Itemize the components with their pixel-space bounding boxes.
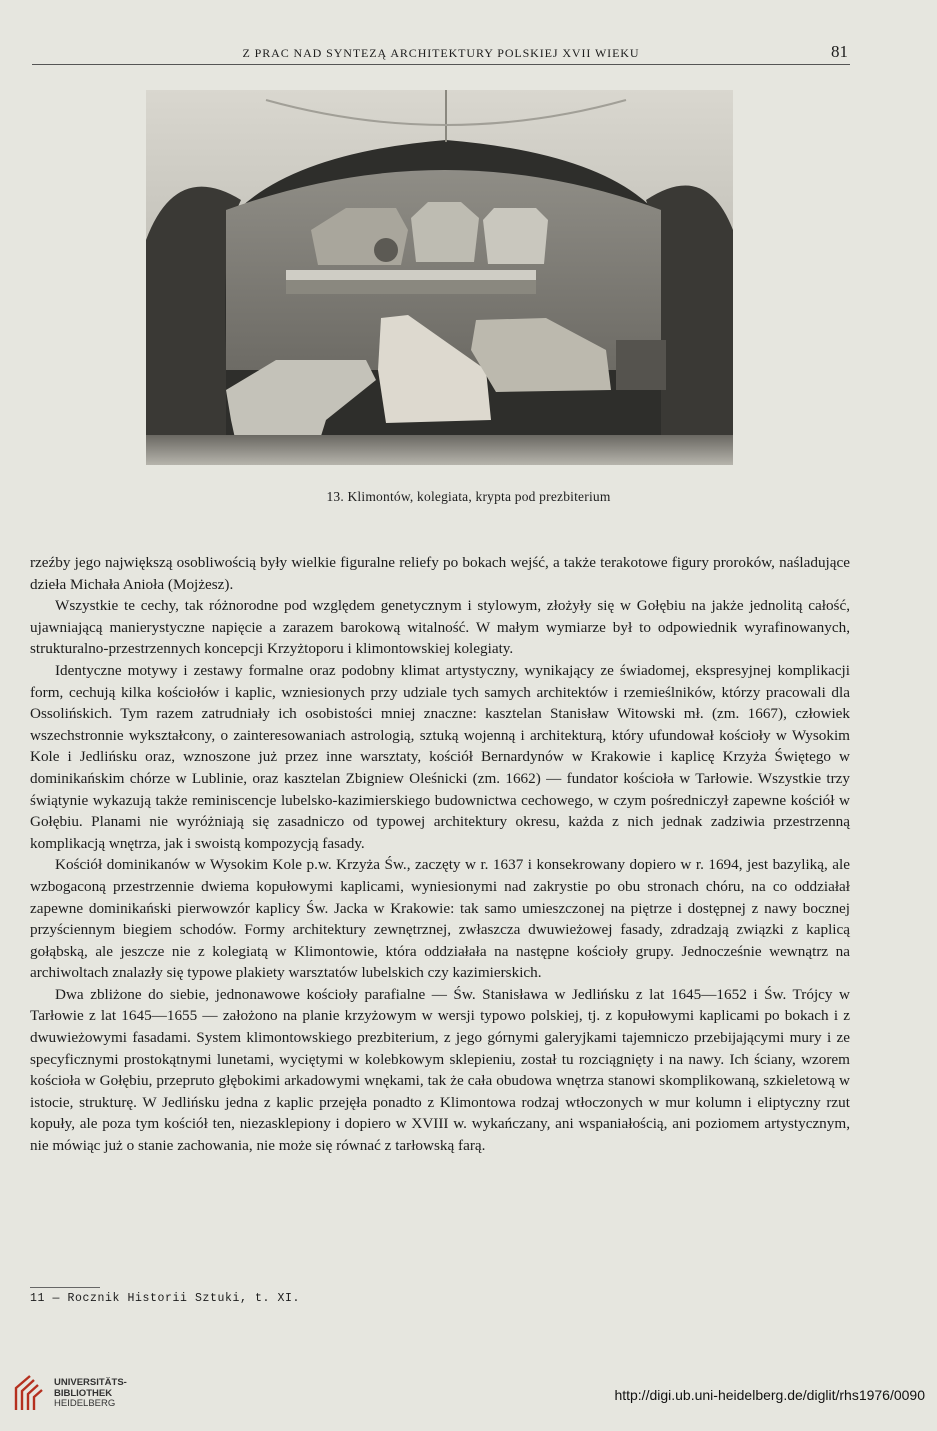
paragraph: Kościół dominikanów w Wysokim Kole p.w. Krzyża Św., zaczęty w r. 1637 i konsekrowany dopiero w r. 1694, jest bazyliką, ale wzbogaconą przestrzennie dwiema kopułowymi kaplicami, wyniesionymi nad zakrystie po obu stronach chóru, na co oddziałał zapewne dominikański pierwowzór kaplicy Św. Jacka w Krakowie: tak samo umieszczonej na piętrze i dostępnej z nawy bocznej przyściennym biegiem schodów. Formy architektury zewnętrznej, zwłaszcza dwuwieżowej fasady, zdradzają związki z kaplicą gołąbską, ale jeszcze nie z kolegiatą w Klimontowie, która oddziałała na następne kościoły grupy. Jednocześnie wewnątrz na archiwoltach znalazły się typowe plakiety warsztatów lubelskich czy kazimierskich.	[30, 856, 850, 982]
article-body	[30, 552, 850, 1157]
source-url-link[interactable]: http://digi.ub.uni-heidelberg.de/diglit/rhs1976/0090	[614, 1387, 925, 1403]
footnote-rule	[30, 1287, 100, 1288]
running-title: Z PRAC NAD SYNTEZĄ ARCHITEKTURY POLSKIEJ XVII WIEKU	[242, 46, 640, 60]
paragraph: Dwa zbliżone do siebie, jednonawowe kościoły parafialne — Św. Stanisława w Jedlińsku z lat 1645—1652 i Św. Trójcy w Tarłowie z lat 1645—1655 — założono na planie krzyżowym w wersji typowo polskiej, tj. z kopułowymi kaplicami po bokach i z dwuwieżowymi fasadami. System klimontowskiego prezbiterium, z jego górnymi galeryjkami tajemniczo przebijającymi mury i ze specyficznymi prostokątnymi lunetami, wyciętymi w kolebkowym sklepieniu, został tu rozciągnięty i na nawy. Ich ściany, wzorem kościoła w Gołębiu, przepruto głębokimi arkadowymi wnękami, tak że cała obudowa wnętrza stanowi skomplikowaną, szkieletową w istocie, strukturę. W Jedlińsku jedna z kaplic przejęła ponadto z Klimontowa rodzaj wtłoczonych w mur kolumn i eliptyczny rzut kopuły, ale poza tym kościół ten, niezasklepiony i dopiero w XVIII w. wykańczany, ani wspaniałością, ani poziomem artystycznym, nie mówiąc już o stanie zachowania, nie może się równać z tarłowską farą.	[30, 985, 850, 1155]
library-logo-icon	[12, 1372, 48, 1412]
page-number: 81	[831, 42, 848, 61]
paragraph: rzeźby jego największą osobliwością były wielkie figuralne reliefy po bokach wejść, a także terakotowe figury proroków, naśladujące dzieła Michała Anioła (Mojżesz).	[30, 554, 850, 593]
crypt-photograph	[146, 90, 733, 465]
library-line-3: HEIDELBERG	[54, 1398, 116, 1409]
paragraph: Identyczne motywy i zestawy formalne oraz podobny klimat artystyczny, wynikający ze świadomej, ekspresyjnej komplikacji form, cechują kilka kościołów i kaplic, wzniesionych przy udziale tych samych architektów i rzemieślników, którzy pracowali dla Ossolińskich. Tym razem zatrudniały ich osobistości mniej znaczne: kasztelan Stanisław Witowski mł. (zm. 1667), człowiek wszechstronnie wykształcony, o zainteresowaniach astrologią, sztuką wojenną i architekturą, który ufundował kościoły w Wysokim Kole i Jedlińsku oraz, wznoszone już przez inne warsztaty, kościół Bernardynów w Krakowie i kaplicę Krzyża Świętego w dominikańskim chórze w Lublinie, oraz kasztelan Zbigniew Oleśnicki (zm. 1662) — fundator kościoła w Tarłowie. Wszystkie trzy świątynie wykazują także reminiscencje lubelsko-kazimierskiego budownictwa cechowego, w czym pośredniczył zapewne kościół w Gołębiu. Planami nie wyróżniają się zasadniczo od typowej architektury okresu, każda z nich jednak zadziwia przestrzenną komplikacją wnętrza, jak i swoistą kompozycją fasady.	[30, 661, 850, 852]
library-name	[54, 1378, 127, 1410]
figure-caption: 13. Klimontów, kolegiata, krypta pod prezbiterium	[326, 489, 611, 504]
library-line-1: UNIVERSITÄTS-	[54, 1377, 127, 1388]
library-line-2: BIBLIOTHEK	[54, 1387, 113, 1399]
running-head	[32, 40, 850, 65]
paragraph: Wszystkie te cechy, tak różnorodne pod względem genetycznym i stylowym, złożyły się w Gołębiu na jakże jednolitą całość, ujawniającą manierystyczne napięcie a zarazem barokową witalność. W małym wymiarze był to odpowiednik wyrafinowanych, strukturalno-przestrzennych koncepcji Krzyżtoporu i klimontowskiej kolegiaty.	[30, 597, 850, 658]
journal-signature: 11 — Rocznik Historii Sztuki, t. XI.	[30, 1292, 301, 1305]
